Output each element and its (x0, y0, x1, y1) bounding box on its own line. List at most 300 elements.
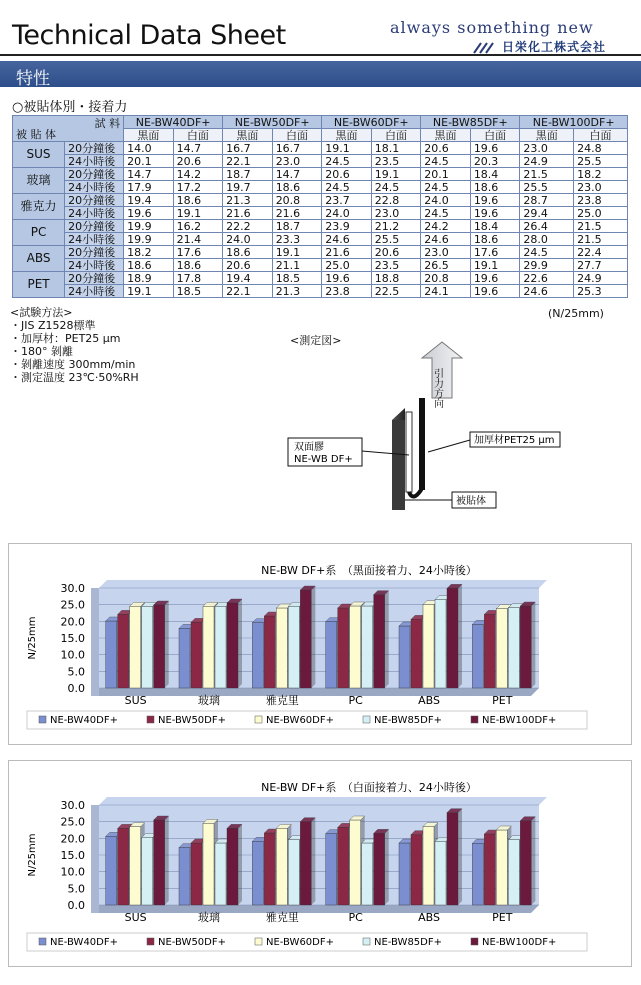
value-cell: 18.5 (173, 285, 223, 298)
bar-front (106, 621, 117, 688)
bar-side (458, 584, 462, 688)
value-cell: 17.8 (173, 272, 223, 285)
value-cell: 18.4 (470, 220, 520, 233)
value-cell: 23.3 (272, 233, 322, 246)
table-row (13, 194, 628, 207)
bar-front (264, 833, 275, 905)
value-cell: 24.2 (421, 220, 471, 233)
x-tick-label: SUS (124, 911, 147, 924)
value-cell: 14.0 (124, 142, 174, 155)
value-cell: 20.8 (421, 272, 471, 285)
value-cell: 24.6 (322, 233, 372, 246)
bar-front (215, 606, 226, 688)
value-cell: 23.9 (322, 220, 372, 233)
bar-side (311, 586, 315, 688)
arrow-label-text: 引力方向 (431, 368, 443, 408)
table-row (13, 285, 628, 298)
bar-front (350, 820, 361, 905)
value-cell: 25.5 (574, 155, 628, 168)
bar-front (338, 827, 349, 905)
time-cell: 20分鐘後 (65, 220, 124, 233)
bar-front (154, 605, 165, 688)
value-cell: 24.9 (574, 272, 628, 285)
value-cell: 21.6 (272, 207, 322, 220)
bar-front (326, 622, 337, 688)
legend-label: NE-BW100DF+ (482, 715, 557, 726)
value-cell: 19.4 (124, 194, 174, 207)
bar-front (288, 840, 299, 905)
method-item: ・180° 剝離 (10, 345, 73, 358)
bar-front (520, 821, 531, 905)
bar-side (165, 816, 169, 905)
table-row (13, 233, 628, 246)
table-row (13, 246, 628, 259)
value-cell: 19.1 (322, 142, 372, 155)
value-cell: 29.4 (520, 207, 574, 220)
chart-title: NE-BW DF+系 （白面接着力、24小時後） (261, 781, 477, 794)
bar-front (203, 606, 214, 688)
bar-front (508, 608, 519, 688)
bar-front (191, 843, 202, 905)
value-cell: 24.8 (574, 142, 628, 155)
table-row (13, 259, 628, 272)
value-cell: 18.6 (124, 259, 174, 272)
value-cell: 16.7 (223, 142, 273, 155)
time-cell: 24小時後 (65, 181, 124, 194)
y-tick-label: 0.0 (67, 682, 85, 695)
x-tick-label: ABS (418, 694, 440, 707)
value-cell: 20.6 (173, 155, 223, 168)
bar-front (227, 828, 238, 905)
x-tick-label: ABS (418, 911, 440, 924)
bar-front (435, 600, 446, 688)
value-cell: 19.6 (470, 207, 520, 220)
table-corner-cell (13, 116, 124, 142)
value-cell: 18.5 (272, 272, 322, 285)
bar-front (374, 595, 385, 688)
side-header: 黒面 (421, 129, 471, 142)
value-cell: 19.9 (124, 233, 174, 246)
time-cell: 20分鐘後 (65, 142, 124, 155)
y-tick-label: 5.0 (67, 665, 85, 679)
value-cell: 14.7 (124, 168, 174, 181)
y-tick-label: 10.0 (60, 648, 85, 662)
value-cell: 23.0 (272, 155, 322, 168)
legend-label: NE-BW50DF+ (158, 937, 226, 948)
value-cell: 24.9 (520, 155, 574, 168)
bar (520, 817, 535, 905)
table-row (13, 207, 628, 220)
bar-front (472, 843, 483, 905)
value-cell: 20.6 (223, 259, 273, 272)
bar-front (252, 841, 263, 905)
bar-front (374, 833, 385, 905)
value-cell: 24.5 (322, 155, 372, 168)
plot-floor (91, 905, 539, 913)
company-name: 日栄化工株式会社 (502, 40, 607, 54)
bar-front (399, 626, 410, 688)
bar-front (300, 590, 311, 688)
value-cell: 28.0 (520, 233, 574, 246)
value-cell: 22.6 (520, 272, 574, 285)
bar-front (423, 605, 434, 688)
value-cell: 20.1 (421, 168, 471, 181)
legend-swatch (471, 716, 478, 723)
value-cell: 17.6 (173, 246, 223, 259)
value-cell: 22.5 (371, 285, 421, 298)
bar-front (179, 848, 190, 905)
bar (447, 584, 462, 688)
y-tick-label: 20.0 (60, 615, 85, 629)
bar-side (238, 599, 242, 688)
value-cell: 21.1 (272, 259, 322, 272)
bar-front (496, 609, 507, 688)
bar (447, 809, 462, 905)
bar-front (203, 823, 214, 905)
value-cell: 21.5 (574, 220, 628, 233)
bar-side (531, 817, 535, 905)
value-cell: 24.5 (322, 181, 372, 194)
table-caption: ○被貼体別・接着力 (12, 100, 128, 115)
value-cell: 22.1 (223, 285, 273, 298)
bar-front (142, 837, 153, 905)
plot-floor (91, 688, 539, 696)
section-bar (0, 61, 641, 87)
material-cell: ABS (13, 246, 65, 272)
value-cell: 14.7 (272, 168, 322, 181)
time-cell: 24小時後 (65, 285, 124, 298)
material-cell: 雅克力 (13, 194, 65, 220)
x-tick-label: 玻璃 (198, 694, 220, 707)
value-cell: 24.5 (421, 181, 471, 194)
value-cell: 26.4 (520, 220, 574, 233)
x-tick-label: 雅克里 (265, 911, 299, 924)
table-row (13, 168, 628, 181)
bar-front (276, 608, 287, 688)
value-cell: 18.9 (124, 272, 174, 285)
bar-front (130, 606, 141, 688)
value-cell: 21.5 (520, 168, 574, 181)
backing-label: 加厚材PET25 μm (474, 435, 555, 446)
bar-side (385, 591, 389, 688)
chart-title: NE-BW DF+系 （黑面接着力、24小時後） (261, 564, 477, 577)
time-cell: 20分鐘後 (65, 168, 124, 181)
product-header: NE-BW40DF+ (124, 116, 223, 129)
table-header-row (13, 116, 628, 129)
value-cell: 23.0 (371, 207, 421, 220)
bar-front (472, 624, 483, 688)
backing-film (419, 398, 425, 490)
value-cell: 27.7 (574, 259, 628, 272)
value-cell: 17.2 (173, 181, 223, 194)
value-cell: 23.5 (371, 155, 421, 168)
legend-swatch (363, 938, 370, 945)
value-cell: 20.3 (470, 155, 520, 168)
chart-svg (9, 544, 631, 744)
tape-label-line1: 双面膠 (294, 442, 324, 453)
bar-front (118, 828, 129, 905)
value-cell: 23.8 (322, 285, 372, 298)
bar-front (447, 588, 458, 688)
side-header: 黒面 (223, 129, 273, 142)
material-cell: PET (13, 272, 65, 298)
value-cell: 18.6 (272, 181, 322, 194)
bar-side (238, 824, 242, 905)
value-cell: 25.3 (574, 285, 628, 298)
value-cell: 24.0 (223, 233, 273, 246)
value-cell: 17.9 (124, 181, 174, 194)
value-cell: 20.6 (371, 246, 421, 259)
substrate-label: 被貼体 (456, 496, 486, 507)
value-cell: 29.9 (520, 259, 574, 272)
table-row (13, 272, 628, 285)
unit-label: (N/25mm) (548, 307, 604, 320)
time-cell: 20分鐘後 (65, 194, 124, 207)
value-cell: 24.0 (421, 194, 471, 207)
x-tick-label: PC (348, 911, 363, 924)
bar-front (447, 813, 458, 905)
material-cell: PC (13, 220, 65, 246)
value-cell: 19.6 (470, 194, 520, 207)
value-cell: 19.6 (322, 272, 372, 285)
table-row (13, 220, 628, 233)
y-tick-label: 30.0 (60, 582, 85, 595)
side-header: 白面 (574, 129, 628, 142)
value-cell: 23.7 (322, 194, 372, 207)
time-cell: 24小時後 (65, 233, 124, 246)
bar-side (458, 809, 462, 905)
value-cell: 18.2 (574, 168, 628, 181)
bar-front (300, 822, 311, 905)
bar-side (385, 829, 389, 905)
bar-side (311, 818, 315, 905)
legend-label: NE-BW85DF+ (374, 937, 442, 948)
chart-black-side (8, 543, 632, 745)
value-cell: 20.6 (421, 142, 471, 155)
value-cell: 28.7 (520, 194, 574, 207)
value-cell: 20.1 (124, 155, 174, 168)
method-item: ・剝離速度 300mm/min (10, 358, 136, 371)
methods-title: <試験方法> (10, 306, 73, 319)
bar-side (531, 602, 535, 688)
value-cell: 22.2 (223, 220, 273, 233)
bar (300, 586, 315, 688)
legend-label: NE-BW60DF+ (266, 937, 334, 948)
table-row (13, 155, 628, 168)
x-tick-label: 玻璃 (198, 911, 220, 924)
value-cell: 19.6 (470, 142, 520, 155)
legend-swatch (39, 938, 46, 945)
value-cell: 22.1 (223, 155, 273, 168)
value-cell: 16.7 (272, 142, 322, 155)
side-header: 黒面 (124, 129, 174, 142)
time-cell: 24小時後 (65, 207, 124, 220)
x-tick-label: PC (348, 694, 363, 707)
value-cell: 19.1 (371, 168, 421, 181)
bar-front (520, 606, 531, 688)
time-cell: 20分鐘後 (65, 272, 124, 285)
legend-label: NE-BW40DF+ (50, 937, 118, 948)
value-cell: 21.2 (371, 220, 421, 233)
bar-front (130, 827, 141, 905)
product-header: NE-BW100DF+ (520, 116, 628, 129)
bar-front (118, 614, 129, 688)
bar-front (399, 843, 410, 905)
y-tick-label: 0.0 (67, 899, 85, 912)
value-cell: 24.6 (421, 233, 471, 246)
value-cell: 19.9 (124, 220, 174, 233)
chart-svg (9, 761, 631, 966)
bar-front (142, 606, 153, 688)
value-cell: 23.8 (574, 194, 628, 207)
bar-front (484, 834, 495, 905)
corner-bottom-label: 被 貼 体 (16, 127, 56, 141)
legend-swatch (39, 716, 46, 723)
value-cell: 21.5 (574, 233, 628, 246)
bar-front (338, 608, 349, 688)
value-cell: 24.1 (421, 285, 471, 298)
value-cell: 24.5 (371, 181, 421, 194)
bar-front (191, 622, 202, 688)
value-cell: 20.6 (322, 168, 372, 181)
material-cell: SUS (13, 142, 65, 168)
value-cell: 17.6 (470, 246, 520, 259)
legend-label: NE-BW50DF+ (158, 715, 226, 726)
leader-lines (362, 440, 470, 500)
time-cell: 20分鐘後 (65, 246, 124, 259)
legend-swatch (147, 938, 154, 945)
bar-front (227, 603, 238, 688)
value-cell: 18.6 (173, 259, 223, 272)
value-cell: 19.1 (124, 285, 174, 298)
side-header: 白面 (470, 129, 520, 142)
bar (374, 829, 389, 905)
value-cell: 24.5 (421, 155, 471, 168)
bar (520, 602, 535, 688)
x-tick-label: SUS (124, 694, 147, 707)
value-cell: 18.7 (272, 220, 322, 233)
method-item: ・加厚材：PET25 μm (10, 332, 121, 345)
plot-side-wall (91, 805, 99, 913)
value-cell: 18.7 (223, 168, 273, 181)
material-cell: 玻璃 (13, 168, 65, 194)
y-tick-label: 15.0 (60, 849, 85, 862)
time-cell: 24小時後 (65, 155, 124, 168)
x-tick-label: 雅克里 (265, 694, 299, 707)
value-cell: 24.0 (322, 207, 372, 220)
bar (300, 818, 315, 905)
value-cell: 21.4 (173, 233, 223, 246)
table-row (13, 181, 628, 194)
value-cell: 16.2 (173, 220, 223, 233)
bar-front (215, 843, 226, 905)
page-title: Technical Data Sheet (12, 20, 286, 51)
method-item: ・JIS Z1528標準 (10, 319, 96, 332)
x-tick-label: PET (492, 694, 513, 707)
table-row (13, 142, 628, 155)
value-cell: 24.5 (520, 246, 574, 259)
side-header: 黒面 (520, 129, 574, 142)
y-tick-label: 25.0 (60, 815, 85, 829)
value-cell: 24.5 (421, 207, 471, 220)
value-cell: 19.6 (124, 207, 174, 220)
bar-front (435, 841, 446, 905)
bar (374, 591, 389, 688)
side-header: 白面 (272, 129, 322, 142)
side-header: 白面 (371, 129, 421, 142)
peel-test-diagram (280, 340, 600, 525)
value-cell: 25.5 (371, 233, 421, 246)
value-cell: 25.0 (322, 259, 372, 272)
legend-swatch (471, 938, 478, 945)
y-tick-label: 20.0 (60, 832, 85, 846)
legend-swatch (255, 716, 262, 723)
substrate-face (392, 420, 405, 510)
y-axis-label: N/25mm (27, 616, 38, 660)
value-cell: 20.8 (272, 194, 322, 207)
value-cell: 21.6 (322, 246, 372, 259)
value-cell: 19.1 (272, 246, 322, 259)
test-methods (10, 306, 139, 384)
value-cell: 18.4 (470, 168, 520, 181)
bar-front (288, 606, 299, 688)
diagram-title: <測定図> (290, 334, 342, 347)
legend-label: NE-BW100DF+ (482, 937, 557, 948)
bar (154, 816, 169, 905)
product-header: NE-BW85DF+ (421, 116, 520, 129)
product-header: NE-BW50DF+ (223, 116, 322, 129)
time-cell: 24小時後 (65, 259, 124, 272)
y-axis-label: N/25mm (27, 833, 38, 877)
bar-front (411, 619, 422, 688)
bar-front (508, 840, 519, 905)
product-header: NE-BW60DF+ (322, 116, 421, 129)
bar-front (179, 628, 190, 688)
value-cell: 19.6 (470, 285, 520, 298)
value-cell: 18.2 (124, 246, 174, 259)
bar-front (276, 828, 287, 905)
bar-side (165, 601, 169, 688)
y-tick-label: 30.0 (60, 799, 85, 812)
bar-front (264, 616, 275, 688)
value-cell: 23.0 (574, 181, 628, 194)
value-cell: 14.2 (173, 168, 223, 181)
side-header: 白面 (173, 129, 223, 142)
y-tick-label: 10.0 (60, 865, 85, 879)
value-cell: 23.0 (520, 142, 574, 155)
value-cell: 18.6 (470, 233, 520, 246)
value-cell: 19.6 (470, 272, 520, 285)
value-cell: 22.8 (371, 194, 421, 207)
y-tick-label: 25.0 (60, 598, 85, 612)
bar-front (411, 835, 422, 905)
bar-front (423, 827, 434, 905)
chart-white-side (8, 760, 632, 967)
y-tick-label: 5.0 (67, 882, 85, 896)
value-cell: 14.7 (173, 142, 223, 155)
logo-stripes-icon (472, 40, 500, 54)
arrow-label (432, 367, 444, 408)
bar (154, 601, 169, 688)
value-cell: 22.4 (574, 246, 628, 259)
header-divider (0, 54, 641, 56)
bar-front (154, 820, 165, 905)
bar-front (496, 830, 507, 905)
method-item: ・測定温度 23℃·50%RH (10, 371, 139, 384)
bar (227, 824, 242, 905)
value-cell: 26.5 (421, 259, 471, 272)
bar-front (484, 614, 495, 688)
